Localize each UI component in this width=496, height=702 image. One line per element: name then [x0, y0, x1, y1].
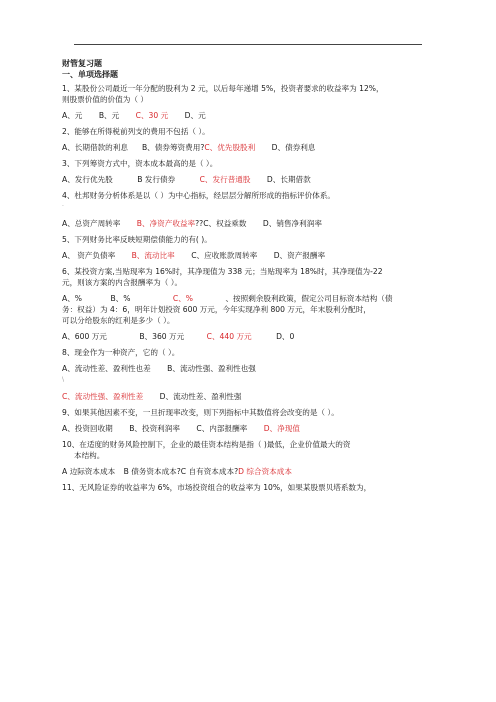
option-c-answer: C、发行普通股 [199, 175, 251, 184]
option-c: ??C、权益乘数 [195, 219, 247, 228]
option-a: A、长期借款的利息 [62, 143, 128, 152]
question-1-line-1: 1、某股份公司最近一年分配的股利为 2 元，以后每年递增 5%，投资者要求的收益率为 12%， [62, 84, 384, 93]
option-a: A、600 万元 [62, 332, 107, 341]
question-8-options-ab [62, 363, 434, 374]
option-d: D、债券利息 [271, 143, 316, 152]
option-b: B、元 [98, 111, 120, 120]
option-c: C、内部报酬率 [196, 424, 248, 433]
document-page [62, 58, 434, 493]
option-d: D、长期借款 [266, 175, 311, 184]
header-rule [74, 44, 422, 45]
option-b-c: B 债务资本成本?C 自有资本成本? [123, 467, 239, 476]
question-6-line-2: 元，则该方案的内含报酬率为（ ）。 [62, 278, 183, 287]
option-b-answer: B、流动比率 [131, 251, 175, 260]
question-4: 4、杜邦财务分析体系是以（ ）为中心指标，经层层分解所形成的指标评价体系。 [62, 191, 336, 200]
question-7-line-1: 、按照剩余股利政策，假定公司目标资本结构（债 [225, 294, 393, 303]
question-6-options-question-7-start [62, 293, 434, 304]
question-3-options [62, 174, 434, 185]
option-c-answer: C、% [172, 294, 194, 303]
option-b-answer: B、净资产收益率 [136, 219, 196, 228]
stray-mark: \ [62, 376, 65, 383]
option-d: D、销售净利润率 [262, 219, 322, 228]
question-6-line-1: 6、某投资方案,当贴现率为 16%时，其净现值为 338 元；当贴现率为 18%时，其净现值为-22 [62, 267, 383, 276]
option-b: B、% [110, 294, 131, 303]
question-5-options [62, 250, 434, 261]
document-title: 财管复习题 [62, 59, 102, 68]
question-8: 8、现金作为一种资产，它的（ ）。 [62, 348, 180, 357]
option-c-answer: C、流动性强、盈利性差 [62, 392, 144, 401]
question-10-options [62, 466, 434, 477]
question-8-options-cd [62, 391, 434, 402]
question-2-options [62, 142, 434, 153]
option-a: A、元 [62, 111, 83, 120]
option-a: A、流动性差、盈利性也差 [62, 364, 151, 373]
option-b: B、债券筹资费用? [141, 143, 205, 152]
question-4-options [62, 218, 434, 229]
stray-mark: · [62, 203, 64, 210]
option-a: A 边际资本成本 [62, 467, 116, 476]
question-2: 2、能够在所得税前列支的费用不包括（ ）。 [62, 127, 210, 136]
option-d: D、资产报酬率 [273, 251, 326, 260]
option-a: A、% [62, 294, 83, 303]
question-10-line-2: 本结构。 [74, 451, 105, 460]
option-d-answer: D、净现值 [263, 424, 300, 433]
option-a: A、 资产负债率 [62, 251, 116, 260]
question-7-options [62, 331, 434, 342]
option-d: D、流动性差、盈利性强 [159, 392, 242, 401]
question-10-line-1: 10、在适度的财务风险控制下，企业的最佳资本结构是指（ )最低，企业价值最大的资 [62, 440, 351, 449]
option-d: D、0 [276, 332, 295, 341]
option-b: B、投资利润率 [129, 424, 180, 433]
option-a: A、总资产周转率 [62, 219, 121, 228]
question-9: 9、如果其他因素不变，一旦折现率改变，则下列指标中其数值将会改变的是（ ）。 [62, 408, 339, 417]
question-1-line-2: 则股票价值的价值为（ ） [62, 95, 148, 104]
question-3: 3、下列筹资方式中，资本成本最高的是（ ）。 [62, 159, 218, 168]
option-b: B、流动性强、盈利性也强 [167, 364, 256, 373]
option-c-answer: C、440 万元 [206, 332, 252, 341]
option-a: A、投资回收期 [62, 424, 113, 433]
question-1-options [62, 110, 434, 121]
question-7-line-3: 可以分给股东的红利是多少（ ）。 [62, 316, 175, 325]
option-d-answer: D 综合资本成本 [238, 467, 292, 476]
option-b: B 发行债券 [137, 175, 176, 184]
question-5: 5、下列财务比率反映短期偿债能力的有( )。 [62, 235, 212, 244]
question-7-line-2: 务：权益）为 4：6，明年计划投资 600 万元，今年实现净利 800 万元，年末股利分配时， [62, 305, 371, 314]
question-9-options [62, 423, 434, 434]
option-b: B、360 万元 [139, 332, 185, 341]
question-11: 11、无风险证券的收益率为 6%，市场投资组合的收益率为 10%，如果某股票贝塔系数为， [62, 483, 372, 492]
section-heading: 一、单项选择题 [62, 70, 118, 79]
option-d: D、元 [184, 111, 206, 120]
option-c-answer: C、优先股股利 [204, 143, 256, 152]
option-c: C、应收账款周转率 [191, 251, 258, 260]
option-c-answer: C、30 元 [135, 111, 169, 120]
option-a: A、发行优先股 [62, 175, 113, 184]
